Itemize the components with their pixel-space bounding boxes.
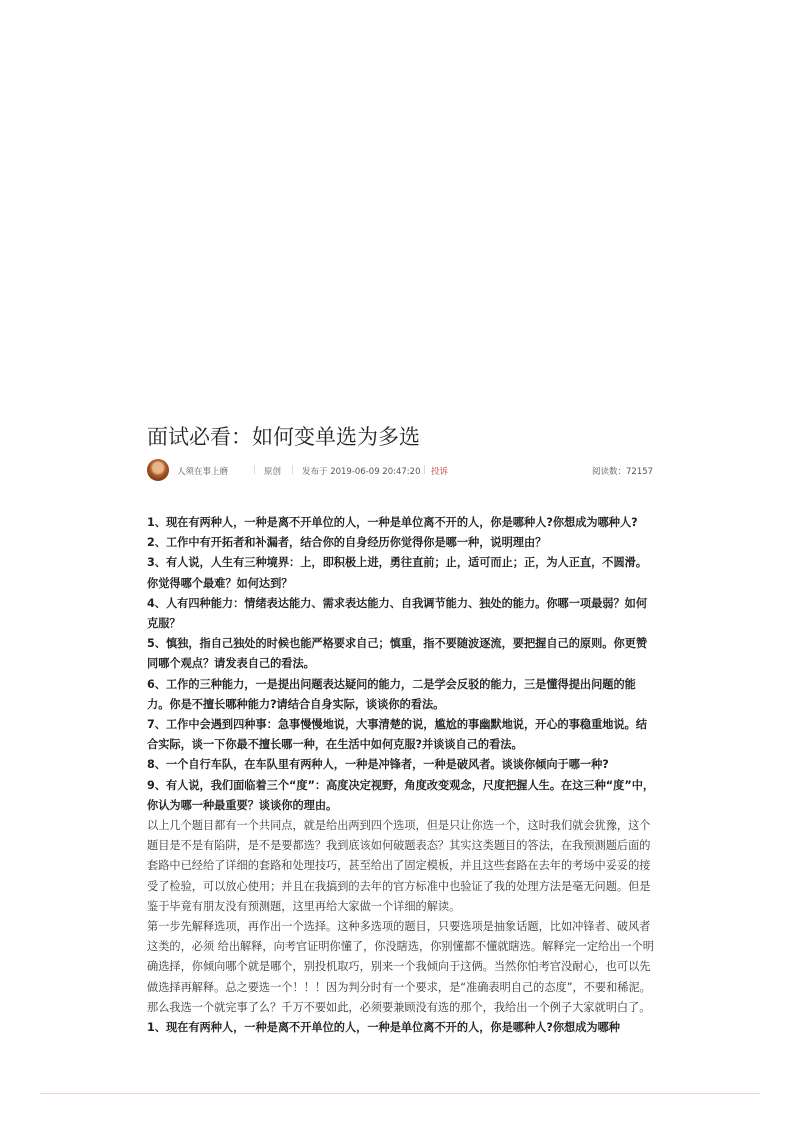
question-item: 8、一个自行车队，在车队里有两种人，一种是冲锋者，一种是破风者。谈谈你倾向于哪一种? bbox=[147, 758, 609, 772]
question-item: 5、慎独，指自己独处的时候也能严格要求自己；慎重，指不要随波逐流，要把握自己的原则。你更赞同哪个观点？请发表自己的看法。 bbox=[147, 637, 648, 671]
question-item: 1、现在有两种人，一种是离不开单位的人，一种是单位离不开的人，你是哪种人?你想成为哪种 bbox=[147, 1021, 620, 1035]
author-avatar[interactable] bbox=[147, 459, 169, 481]
question-item: 3、有人说，人生有三种境界：上，即积极上进，勇往直前；止，适可而止；正，为人正直，不圆滑。你觉得哪个最难？如何达到？ bbox=[147, 556, 648, 590]
article-body bbox=[147, 513, 657, 1038]
article-type-badge: 原创 bbox=[264, 467, 282, 477]
body-paragraph: 以上几个题目都有一个共同点，就是给出两到四个选项，但是只让你选一个，这时我们就会犹豫，这个题目是不是有陷阱，是不是要都选？我到底该如何破题表态？其实这类题目的答法，在我预测题后面的套路中已经给了详细的套路和处理技巧，甚至给出了固定模板，并且这些套路在去年的考场中妥妥的接受了检验，可以放心使用；并且在我搞到的去年的官方标准中也验证了我的处理方法是毫无问题。但是鉴于毕竟有朋友没有预测题，这里再给大家做一个详细的解读。 bbox=[147, 819, 651, 913]
article-meta bbox=[147, 459, 657, 483]
question-item: 4、人有四种能力：情绪表达能力、需求表达能力、自我调节能力、独处的能力。你哪一项最弱？如何克服？ bbox=[147, 596, 648, 631]
body-paragraph: 第一步先解释选项，再作出一个选择。这种多选项的题目，只要选项是抽象话题，比如冲锋者、破风者这类的，必须 给出解释，向考官证明你懂了，你没瞎选，你别懂都不懂就瞎选。解释完一定给出一个明确选择，你倾向哪个就是哪个，别投机取巧，别来一个我倾向于这俩。当然你怕考官没耐心，也可以先做选择再解释。总之要选一个！！！因为判分时有一个要求，是“准确表明自己的态度”，不要和稀泥。 bbox=[147, 920, 654, 994]
read-count: 阅读数：72157 bbox=[592, 467, 654, 477]
meta-separator: | bbox=[423, 465, 426, 475]
author-name[interactable]: 人须在事上磨 bbox=[177, 467, 229, 477]
report-link[interactable]: 投诉 bbox=[431, 467, 449, 477]
question-item: 2、工作中有开拓者和补漏者，结合你的自身经历你觉得你是哪一种，说明理由？ bbox=[147, 536, 547, 550]
page-divider bbox=[40, 1093, 760, 1094]
meta-separator: | bbox=[253, 465, 256, 475]
article-title: 面试必看：如何变单选为多选 bbox=[147, 425, 420, 449]
question-item: 9、有人说，我们面临着三个“度”：高度决定视野，角度改变观念，尺度把握人生。在这三种“度”中，你认为哪一种最重要？谈谈你的理由。 bbox=[147, 778, 655, 812]
question-item: 7、工作中会遇到四种事：急事慢慢地说，大事清楚的说，尴尬的事幽默地说，开心的事稳重地说。结合实际，谈一下你最不擅长哪一种，在生活中如何克服?并谈谈自己的看法。 bbox=[147, 718, 648, 752]
publish-time: 发布于 2019-06-09 20:47:20 bbox=[302, 467, 421, 477]
body-paragraph: 那么我选一个就完事了么？千万不要如此，必须要兼顾没有选的那个，我给出一个例子大家就明白了。 bbox=[147, 1000, 651, 1014]
question-item: 6、工作的三种能力，一是提出问题表达疑问的能力，二是学会反驳的能力，三是懂得提出问题的能力。你是不擅长哪种能力?请结合自身实际，谈谈你的看法。 bbox=[147, 677, 636, 711]
meta-separator: | bbox=[291, 465, 294, 475]
question-item: 1、现在有两种人，一种是离不开单位的人，一种是单位离不开的人，你是哪种人?你想成为哪种人? bbox=[147, 516, 638, 529]
